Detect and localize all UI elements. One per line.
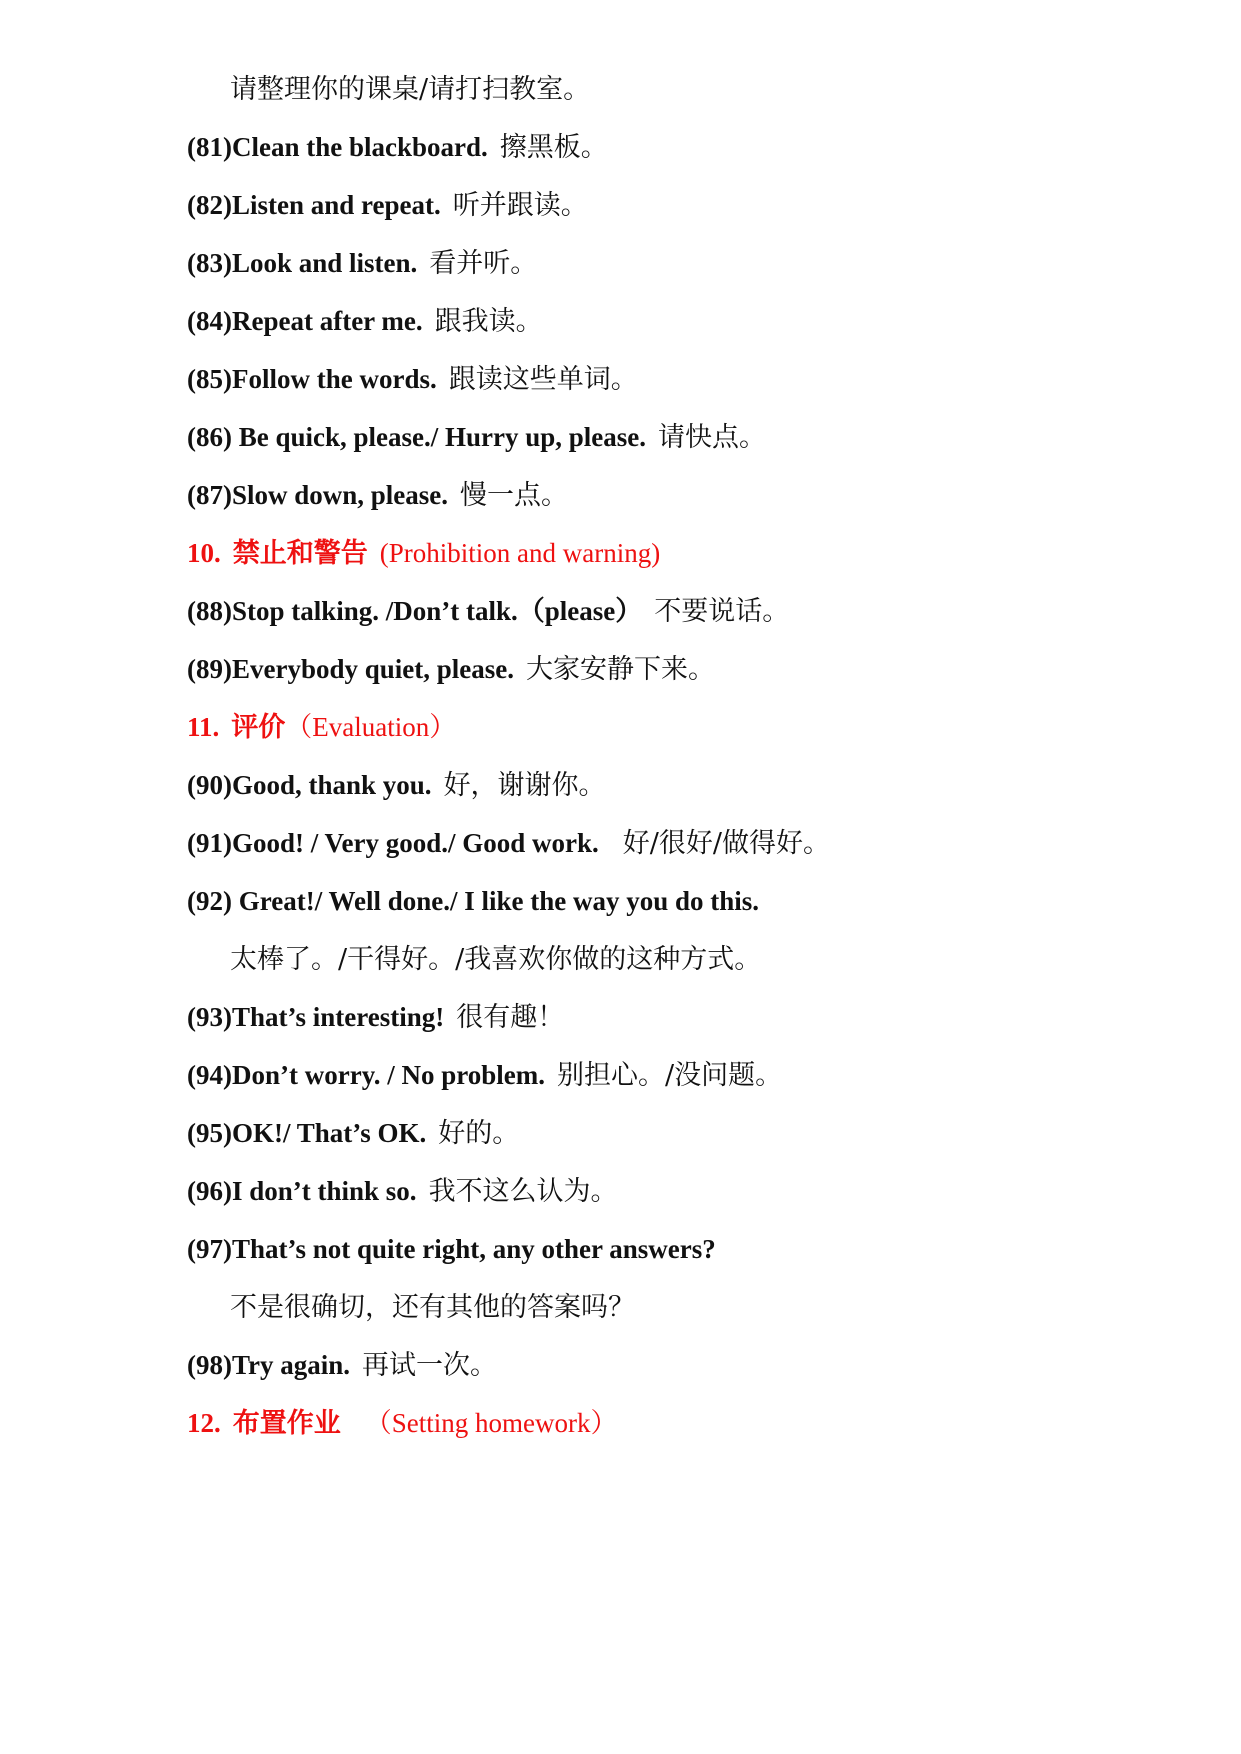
phrase-82: (82)Listen and repeat. 听并跟读。 [187, 190, 588, 221]
phrase-92-translation: 太棒了。/干得好。/我喜欢你做的这种方式。 [230, 944, 762, 975]
phrase-97-translation: 不是很确切，还有其他的答案吗？ [230, 1292, 635, 1323]
phrase-96: (96)I don’t think so. 我不这么认为。 [187, 1176, 618, 1207]
phrase-94: (94)Don’t worry. / No problem. 别担心。/没问题。 [187, 1060, 783, 1091]
phrase-95: (95)OK!/ That’s OK. 好的。 [187, 1118, 520, 1149]
phrase-98: (98)Try again. 再试一次。 [187, 1350, 497, 1381]
phrase-84: (84)Repeat after me. 跟我读。 [187, 306, 543, 337]
phrase-83: (83)Look and listen. 看并听。 [187, 248, 538, 279]
line-cn-1: 请整理你的课桌/请打扫教室。 [230, 74, 591, 105]
phrase-92: (92) Great!/ Well done./ I like the way you do this. [187, 886, 760, 916]
section-heading-10: 10. 禁止和警告 (Prohibition and warning) [187, 538, 661, 569]
phrase-85: (85)Follow the words. 跟读这些单词。 [187, 364, 638, 395]
phrase-89: (89)Everybody quiet, please. 大家安静下来。 [187, 654, 715, 685]
phrase-97: (97)That’s not quite right, any other answers? [187, 1234, 716, 1264]
section-heading-11: 11. 评价（Evaluation） [187, 712, 457, 743]
phrase-86: (86) Be quick, please./ Hurry up, please. 请快点。 [187, 422, 767, 453]
phrase-90: (90)Good, thank you. 好，谢谢你。 [187, 770, 606, 801]
section-heading-12: 12. 布置作业 （Setting homework） [187, 1408, 618, 1439]
phrase-87: (87)Slow down, please. 慢一点。 [187, 480, 569, 511]
phrase-88: (88)Stop talking. /Don’t talk.（please） 不要说话。 [187, 596, 790, 627]
phrase-81: (81)Clean the blackboard. 擦黑板。 [187, 132, 608, 163]
phrase-91: (91)Good! / Very good./ Good work. 好/很好/做得好。 [187, 828, 830, 859]
phrase-93: (93)That’s interesting! 很有趣！ [187, 1002, 565, 1033]
